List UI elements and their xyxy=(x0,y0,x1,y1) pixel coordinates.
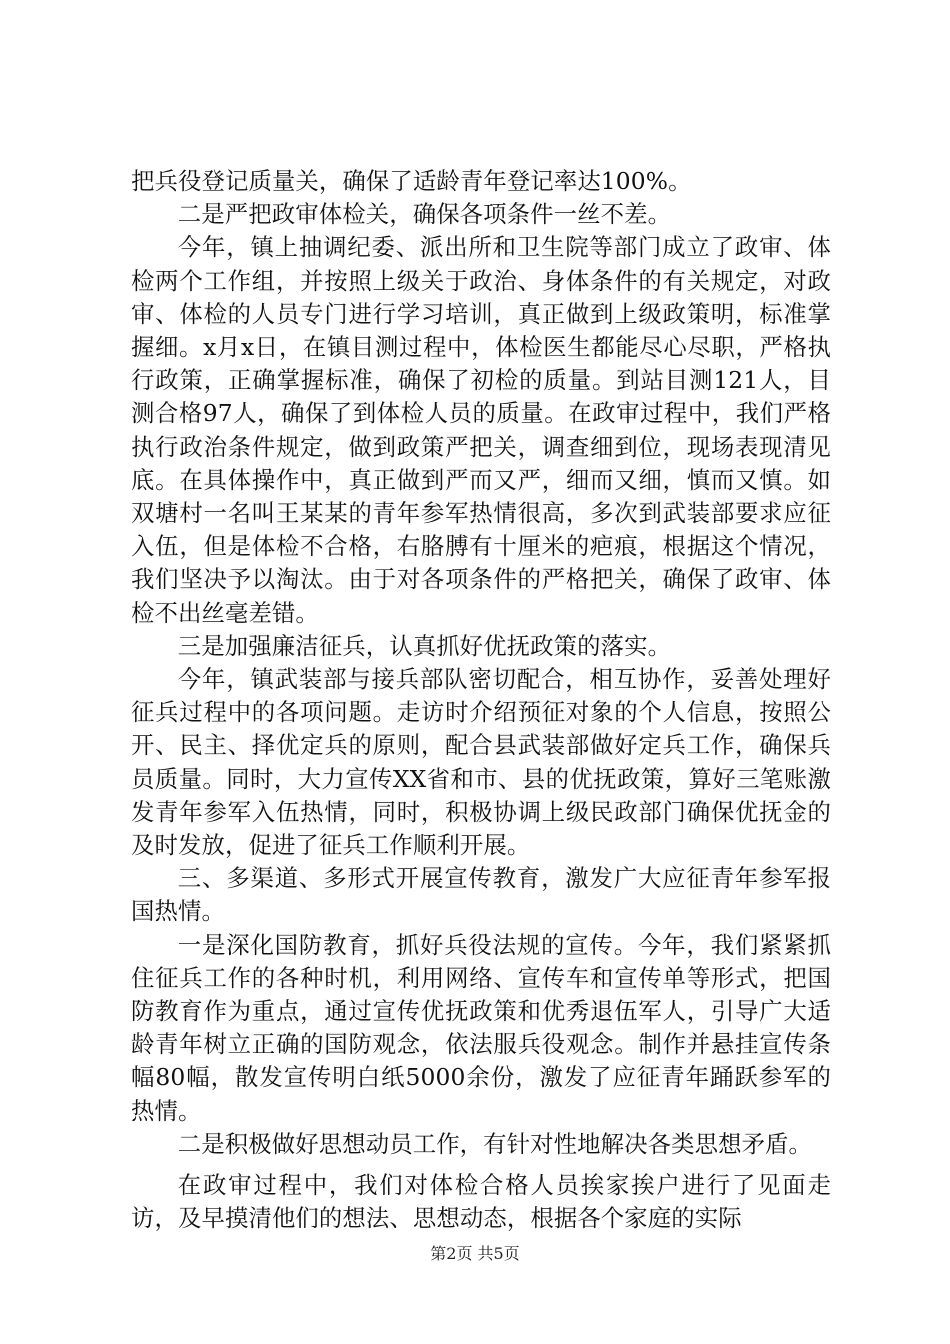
document-body xyxy=(131,165,831,1236)
paragraph-heading-political-check: 二是严把政审体检关，确保各项条件一丝不差。 xyxy=(177,200,672,229)
paragraph-defense-education: 一是深化国防教育，抓好兵役法规的宣传。今年，我们紧紧抓住征兵工作的各种时机，利用网络、宣传车和宣传单等形式，把国防教育作为重点，通过宣传优抚政策和优秀退伍军人，引导广大适龄青年树立正确的国防观念，依法服兵役观念。制作并悬挂宣传条幅80幅，散发宣传明白纸5000余份，激发了应征青年踊跃参军的热情。 xyxy=(131,930,831,1125)
paragraph-political-check-details: 今年，镇上抽调纪委、派出所和卫生院等部门成立了政审、体检两个工作组，并按照上级关于政治、身体条件的有关规定，对政审、体检的人员专门进行学习培训，真正做到上级政策明，标准掌握细。x月x日，在镇目测过程中，体检医生都能尽心尽职，严格执行政策，正确掌握标准，确保了初检的质量。到站目测121人，目测合格97人，确保了到体检人员的质量。在政审过程中，我们严格执行政治条件规定，做到政策严把关，调查细到位，现场表现清见底。在具体操作中，真正做到严而又严，细而又细，慎而又慎。如双塘村一名叫王某某的青年参军热情很高，多次到武装部要求应征入伍，但是体检不合格，右胳膊有十厘米的疤痕，根据这个情况，我们坚决予以淘汰。由于对各项条件的严格把关，确保了政审、体检不出丝毫差错。 xyxy=(131,233,831,627)
paragraph-heading-clean-recruitment: 三是加强廉洁征兵，认真抓好优抚政策的落实。 xyxy=(177,631,672,660)
paragraph-section-three-heading: 三、多渠道、多形式开展宣传教育，激发广大应征青年参军报国热情。 xyxy=(131,864,831,926)
paragraph-home-visits: 在政审过程中，我们对体检合格人员挨家挨户进行了见面走访，及早摸清他们的想法、思想动态，根据各个家庭的实际 xyxy=(131,1171,831,1233)
paragraph-heading-ideological-work: 二是积极做好思想动员工作，有针对性地解决各类思想矛盾。 xyxy=(177,1129,813,1158)
paragraph-clean-recruitment-details: 今年，镇武装部与接兵部队密切配合，相互协作，妥善处理好征兵过程中的各项问题。走访时介绍预征对象的个人信息，按照公开、民主、择优定兵的原则，配合县武装部做好定兵工作，确保兵员质量。同时，大力宣传XX省和市、县的优抚政策，算好三笔账激发青年参军入伍热情，同时，积极协调上级民政部门确保优抚金的及时发放，促进了征兵工作顺利开展。 xyxy=(131,665,831,860)
page-number-footer: 第2页 共5页 xyxy=(430,1244,520,1263)
paragraph-continuation: 把兵役登记质量关，确保了适龄青年登记率达100%。 xyxy=(131,167,692,195)
